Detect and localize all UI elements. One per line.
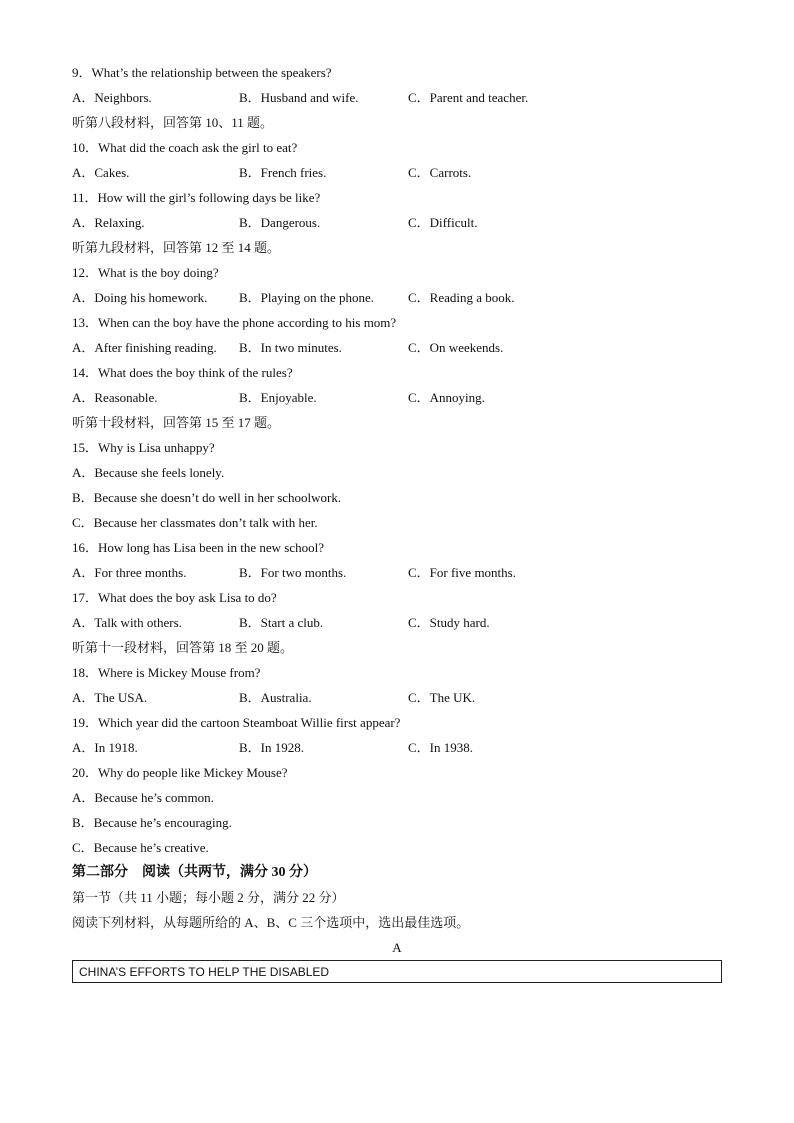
option-a: A．Talk with others. (72, 615, 182, 630)
answer-options-row (72, 160, 722, 185)
question-line: 16．How long has Lisa been in the new school? (72, 540, 325, 555)
option-b: B．Start a club. (239, 615, 324, 630)
option-c: C．Reading a book. (408, 290, 515, 305)
instruction-line: 第一节（共 11 小题；每小题 2 分，满分 22 分） (72, 890, 345, 905)
question-line: C．Because he’s creative. (72, 840, 209, 855)
answer-options-row (72, 685, 722, 710)
answer-options-row (72, 285, 722, 310)
question-line: 20．Why do people like Mickey Mouse? (72, 765, 288, 780)
exam-page (72, 60, 722, 983)
option-b: B．Australia. (239, 690, 312, 705)
question-line: B．Because she doesn’t do well in her schoolwork. (72, 490, 342, 505)
question-line: A．Because he’s common. (72, 790, 214, 805)
answer-options-row (72, 560, 722, 585)
option-b: B．In two minutes. (239, 340, 342, 355)
question-line: 13．When can the boy have the phone according to his mom? (72, 315, 397, 330)
question-line: 17．What does the boy ask Lisa to do? (72, 590, 277, 605)
option-b: B．In 1928. (239, 740, 305, 755)
option-a: A．In 1918. (72, 740, 138, 755)
passage-title-box (72, 960, 722, 983)
option-a: A．For three months. (72, 565, 187, 580)
option-c: C．For five months. (408, 565, 516, 580)
option-c: C．Parent and teacher. (408, 90, 529, 105)
option-b: B．Enjoyable. (239, 390, 317, 405)
section-heading: 第二部分 阅读（共两节，满分 30 分） (72, 865, 317, 880)
instruction-line: 阅读下列材料，从每题所给的 A、B、C 三个选项中，选出最佳选项。 (72, 915, 470, 930)
option-c: C．Carrots. (408, 165, 472, 180)
option-a: A．Cakes. (72, 165, 130, 180)
option-b: B．Playing on the phone. (239, 290, 375, 305)
question-line: B．Because he’s encouraging. (72, 815, 232, 830)
option-a: A．Relaxing. (72, 215, 145, 230)
option-a: A．Doing his homework. (72, 290, 208, 305)
question-line: 15．Why is Lisa unhappy? (72, 440, 215, 455)
answer-options-row (72, 335, 722, 360)
answer-options-row (72, 210, 722, 235)
option-c: C．In 1938. (408, 740, 474, 755)
option-c: C．On weekends. (408, 340, 504, 355)
instruction-line: 听第九段材料，回答第 12 至 14 题。 (72, 240, 281, 255)
question-line: 10．What did the coach ask the girl to eat? (72, 140, 298, 155)
option-c: C．Annoying. (408, 390, 485, 405)
question-list (72, 60, 722, 960)
option-c: C．Difficult. (408, 215, 478, 230)
answer-options-row (72, 610, 722, 635)
question-line: 12．What is the boy doing? (72, 265, 219, 280)
answer-options-row (72, 735, 722, 760)
instruction-line: 听第八段材料，回答第 10、11 题。 (72, 115, 274, 130)
question-line: 14．What does the boy think of the rules? (72, 365, 293, 380)
instruction-line: 听第十一段材料，回答第 18 至 20 题。 (72, 640, 294, 655)
answer-options-row (72, 385, 722, 410)
option-a: A．Neighbors. (72, 90, 152, 105)
option-b: B．For two months. (239, 565, 347, 580)
question-line: 18．Where is Mickey Mouse from? (72, 665, 261, 680)
option-b: B．Dangerous. (239, 215, 321, 230)
option-c: C．The UK. (408, 690, 476, 705)
question-line: 11．How will the girl’s following days be like? (72, 190, 321, 205)
option-c: C．Study hard. (408, 615, 490, 630)
passage-label: A (392, 940, 402, 955)
question-line: C．Because her classmates don’t talk with her. (72, 515, 318, 530)
question-line: A．Because she feels lonely. (72, 465, 225, 480)
question-line: 19．Which year did the cartoon Steamboat Willie first appear? (72, 715, 401, 730)
option-a: A．The USA. (72, 690, 148, 705)
question-line: 9．What’s the relationship between the speakers? (72, 65, 332, 80)
option-b: B．French fries. (239, 165, 327, 180)
passage-title: CHINA’S EFFORTS TO HELP THE DISABLED (79, 965, 330, 979)
option-a: A．Reasonable. (72, 390, 158, 405)
instruction-line: 听第十段材料，回答第 15 至 17 题。 (72, 415, 281, 430)
option-b: B．Husband and wife. (239, 90, 359, 105)
answer-options-row (72, 85, 722, 110)
option-a: A．After finishing reading. (72, 340, 217, 355)
